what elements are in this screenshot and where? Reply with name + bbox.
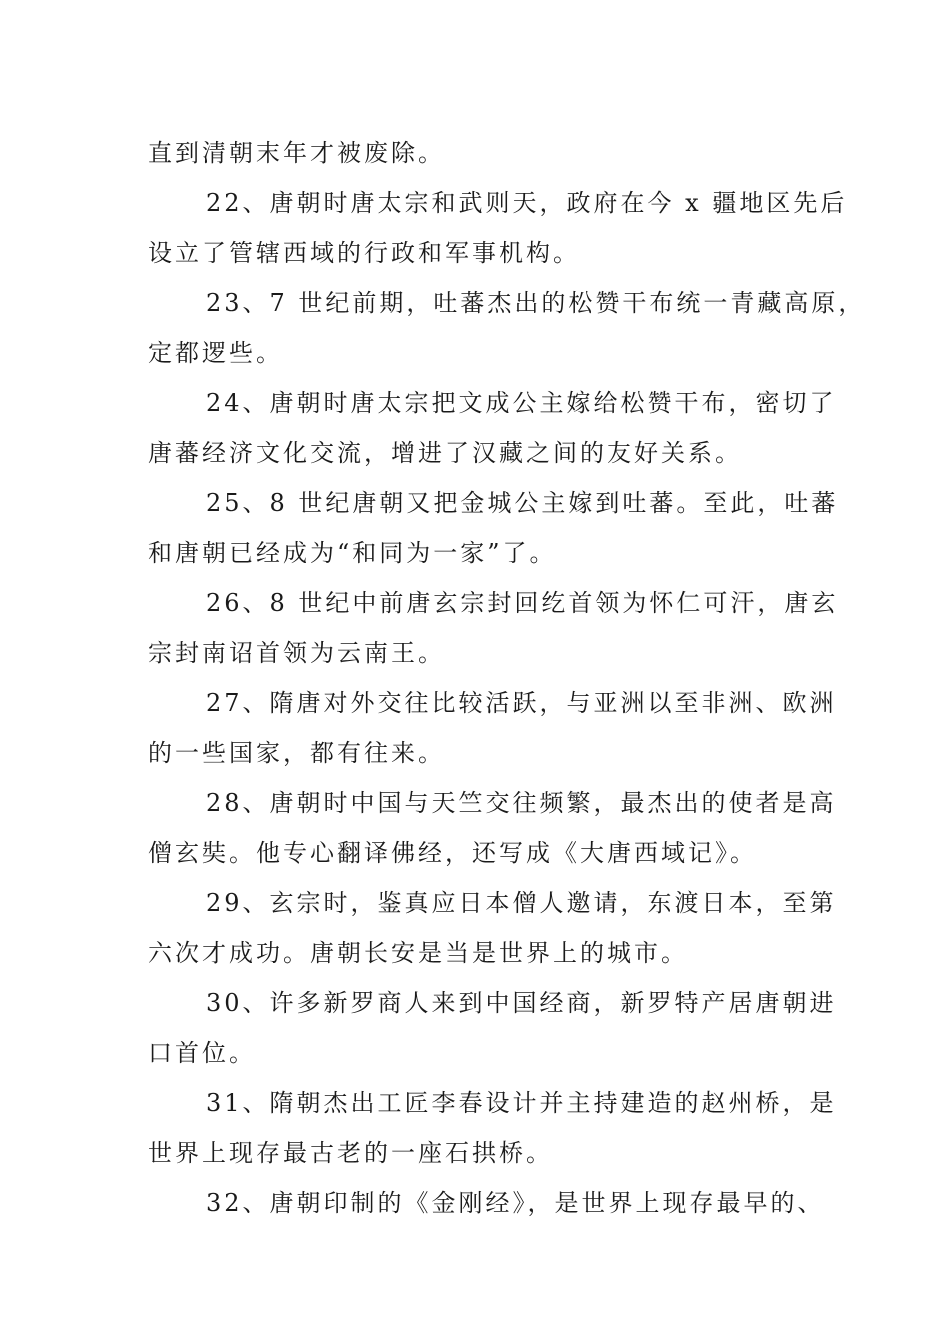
- text-line: 27、隋唐对外交往比较活跃，与亚洲以至非洲、欧洲: [206, 689, 837, 717]
- text-line: 24、唐朝时唐太宗把文成公主嫁给松赞干布，密切了: [206, 389, 837, 417]
- text-line: 直到清朝末年才被废除。: [148, 139, 445, 167]
- text-line: 宗封南诏首领为云南王。: [148, 639, 445, 667]
- text-line: 22、唐朝时唐太宗和武则天，政府在今 x 疆地区先后: [206, 189, 848, 217]
- text-line: 29、玄宗时，鉴真应日本僧人邀请，东渡日本，至第: [206, 889, 837, 917]
- text-line: 30、许多新罗商人来到中国经商，新罗特产居唐朝进: [206, 989, 837, 1017]
- text-line: 定都逻些。: [148, 339, 283, 367]
- text-line: 唐蕃经济文化交流，增进了汉藏之间的友好关系。: [148, 439, 742, 467]
- text-line: 口首位。: [148, 1039, 256, 1067]
- text-line: 六次才成功。唐朝长安是当是世界上的城市。: [148, 939, 688, 967]
- text-line: 31、隋朝杰出工匠李春设计并主持建造的赵州桥，是: [206, 1089, 837, 1117]
- text-line: 和唐朝已经成为“和同为一家”了。: [148, 539, 557, 567]
- text-line: 25、8 世纪唐朝又把金城公主嫁到吐蕃。至此，吐蕃: [206, 489, 839, 517]
- text-line: 的一些国家，都有往来。: [148, 739, 445, 767]
- text-line: 28、唐朝时中国与天竺交往频繁，最杰出的使者是高: [206, 789, 837, 817]
- text-line: 26、8 世纪中前唐玄宗封回纥首领为怀仁可汗，唐玄: [206, 589, 839, 617]
- text-line: 世界上现存最古老的一座石拱桥。: [148, 1139, 553, 1167]
- text-line: 僧玄奘。他专心翻译佛经，还写成《大唐西域记》。: [148, 839, 757, 867]
- text-line: 23、7 世纪前期，吐蕃杰出的松赞干布统一青藏高原，: [206, 289, 866, 317]
- text-line: 设立了管辖西域的行政和军事机构。: [148, 239, 580, 267]
- text-line: 32、唐朝印制的《金刚经》，是世界上现存最早的、: [206, 1189, 825, 1217]
- document-body: [148, 128, 866, 1228]
